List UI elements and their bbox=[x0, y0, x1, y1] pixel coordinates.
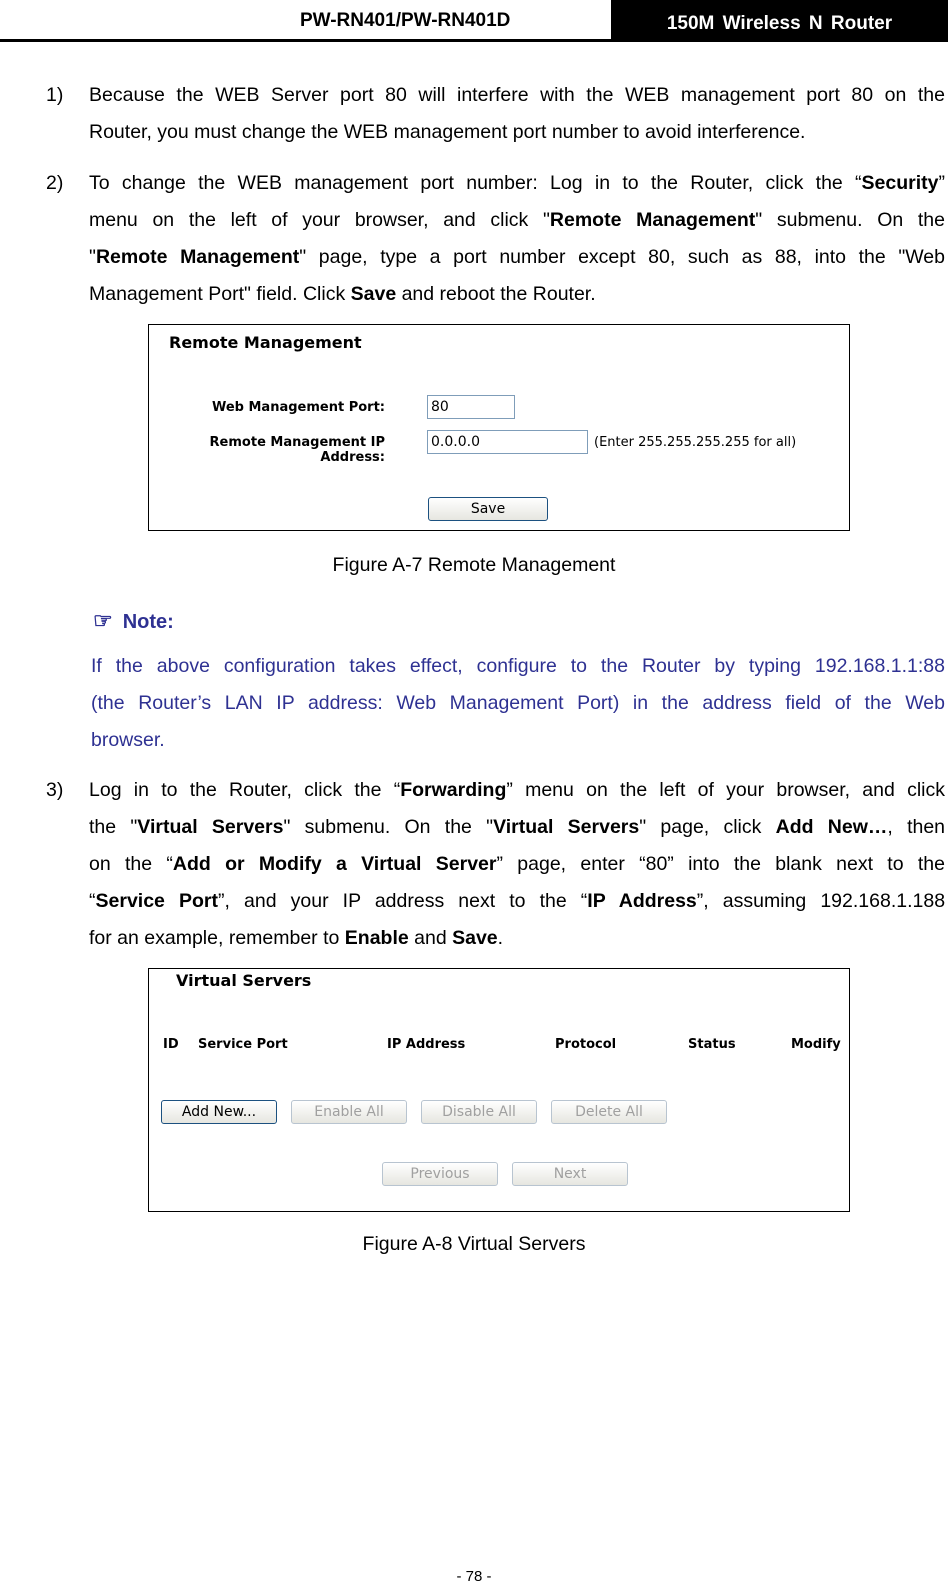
emphasis: Save bbox=[452, 927, 498, 949]
emphasis: Virtual Servers bbox=[137, 816, 284, 838]
emphasis: Virtual Servers bbox=[493, 816, 640, 838]
step-line: "Remote Management" page, type a port number except 80, such as 88, into the "Web bbox=[89, 246, 945, 268]
emphasis: Forwarding bbox=[400, 779, 507, 801]
emphasis: Security bbox=[861, 172, 939, 194]
emphasis: IP Address bbox=[587, 890, 697, 912]
note-line: If the above configuration takes effect, configure to the Router by typing 192.168.1.1:88 bbox=[91, 655, 945, 677]
figure-title: Virtual Servers bbox=[176, 971, 312, 990]
header-model: PW-RN401/PW-RN401D bbox=[300, 10, 511, 31]
emphasis: Save bbox=[350, 283, 397, 305]
header-product: 150M Wireless N Router bbox=[611, 0, 948, 42]
figure-title: Remote Management bbox=[169, 333, 362, 352]
step-text bbox=[89, 165, 945, 313]
step-number: 3) bbox=[46, 779, 64, 801]
web-management-port-input[interactable]: 80 bbox=[427, 395, 515, 419]
figure-caption: Figure A-7 Remote Management bbox=[332, 554, 616, 576]
previous-button[interactable]: Previous bbox=[382, 1162, 498, 1186]
step-line: Router, you must change the WEB management port number to avoid interference. bbox=[89, 121, 806, 143]
note-body bbox=[91, 648, 945, 759]
save-button[interactable]: Save bbox=[428, 497, 548, 521]
emphasis: Enable bbox=[344, 927, 409, 949]
column-protocol: Protocol bbox=[555, 1037, 617, 1052]
step-line: Management Port" field. Click Save and reboot the Router. bbox=[89, 283, 596, 305]
step-line: “Service Port”, and your IP address next to the “IP Address”, assuming 192.168.1.188 bbox=[89, 890, 946, 912]
step-line: Because the WEB Server port 80 will interfere with the WEB management port 80 on the bbox=[89, 84, 945, 106]
next-button[interactable]: Next bbox=[512, 1162, 628, 1186]
step-line: menu on the left of your browser, and click "Remote Management" submenu. On the bbox=[89, 209, 945, 231]
step-text bbox=[89, 772, 945, 957]
header-rule bbox=[0, 39, 948, 42]
virtual-servers-figure bbox=[148, 968, 850, 1212]
emphasis: Remote Management bbox=[95, 246, 300, 268]
step-line: Log in to the Router, click the “Forwarding” menu on the left of your browser, and click bbox=[89, 779, 945, 801]
step-number: 1) bbox=[46, 84, 64, 106]
remote-ip-input[interactable]: 0.0.0.0 bbox=[427, 430, 588, 454]
column-service-port: Service Port bbox=[198, 1037, 288, 1052]
note-line: browser. bbox=[91, 729, 165, 751]
column-status: Status bbox=[688, 1037, 736, 1052]
emphasis: Service Port bbox=[95, 890, 218, 912]
enable-all-button[interactable]: Enable All bbox=[291, 1100, 407, 1124]
note-heading bbox=[93, 608, 174, 634]
step-line: for an example, remember to Enable and Save. bbox=[89, 927, 504, 949]
ip-hint: (Enter 255.255.255.255 for all) bbox=[594, 435, 797, 450]
page-header bbox=[0, 0, 948, 42]
figure-caption: Figure A-8 Virtual Servers bbox=[362, 1233, 586, 1255]
step-line: the "Virtual Servers" submenu. On the "Virtual Servers" page, click Add New…, then bbox=[89, 816, 946, 838]
column-modify: Modify bbox=[791, 1037, 841, 1052]
emphasis: Remote Management bbox=[549, 209, 756, 231]
note-label: Note: bbox=[122, 611, 174, 633]
remote-management-figure bbox=[148, 324, 850, 531]
delete-all-button[interactable]: Delete All bbox=[551, 1100, 667, 1124]
emphasis: Add or Modify a Virtual Server bbox=[172, 853, 497, 875]
step-text bbox=[89, 77, 945, 151]
note-line: (the Router’s LAN IP address: Web Management Port) in the address field of the Web bbox=[91, 692, 945, 714]
disable-all-button[interactable]: Disable All bbox=[421, 1100, 537, 1124]
web-management-port-label: Web Management Port: bbox=[211, 400, 385, 415]
pointing-hand-icon: ☞ bbox=[93, 608, 113, 633]
step-line: To change the WEB management port number: Log in to the Router, click the “Security” bbox=[89, 172, 945, 194]
page-number: - 78 - bbox=[456, 1568, 492, 1585]
column-id: ID bbox=[163, 1037, 179, 1052]
add-new-button[interactable]: Add New... bbox=[161, 1100, 277, 1124]
step-number: 2) bbox=[46, 172, 64, 194]
remote-ip-label: Remote Management IP Address: bbox=[209, 435, 385, 465]
column-ip-address: IP Address bbox=[387, 1037, 466, 1052]
step-line: on the “Add or Modify a Virtual Server” page, enter “80” into the blank next to the bbox=[89, 853, 945, 875]
emphasis: Add New… bbox=[775, 816, 888, 838]
